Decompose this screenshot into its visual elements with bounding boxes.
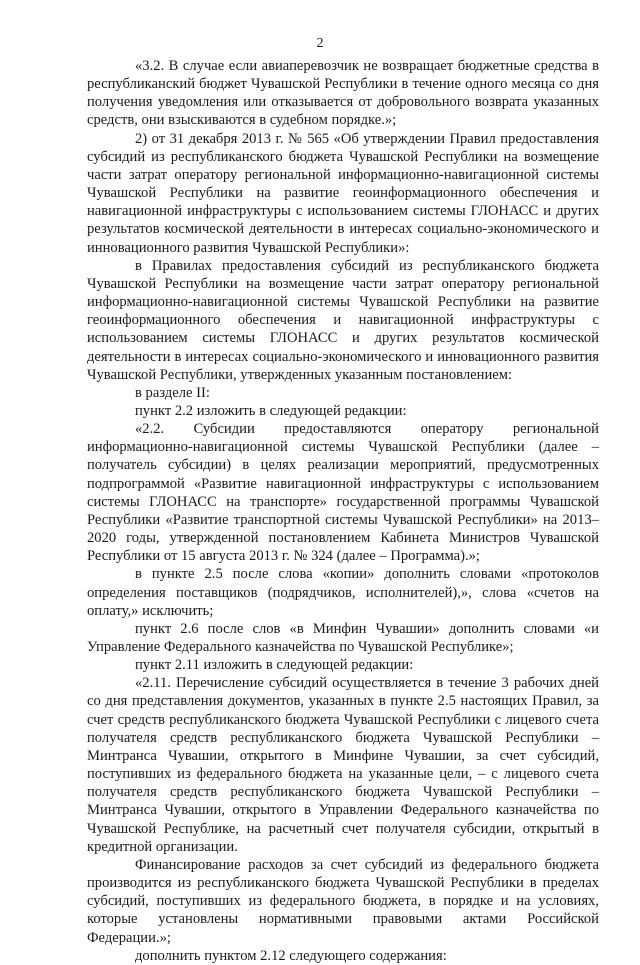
paragraph: «2.11. Перечисление субсидий осуществляется в течение 3 рабочих дней со дня представления документов, указанных в пункте 2.5 настоящих Правил, за счет средств республиканского бюджета Чувашской Республики с лицевого счета получателя средств республиканского бюджета Чувашской Республики – Минтранса Чувашии, открытого в Минфине Чувашии, за счет субсидий, поступивших из федерального бюджета на указанные цели, – с лицевого счета получателя средств республиканского бюджета Чувашской Республики – Минтранса Чувашии, открытого в Управлении Федерального казначейства по Чувашской Республике, на расчетный счет получателя субсидии, открытый в кредитной организации. xyxy=(87,675,599,855)
paragraph: в пункте 2.5 после слова «копии» дополнить словами «протоколов определения поставщиков (подрядчиков, исполнителей),», слова «счетов на оплату,» исключить; xyxy=(87,566,599,619)
paragraph: дополнить пунктом 2.12 следующего содержания: xyxy=(135,947,447,964)
paragraph: в разделе II: xyxy=(135,384,210,401)
paragraph: «3.2. В случае если авиаперевозчик не возвращает бюджетные средства в республиканский бюджет Чувашской Республики в течение одного месяца со дня получения уведомления или отказывается от добровольного возврата указанных средств, они взыскиваются в судебном порядке.»; xyxy=(87,58,599,129)
paragraph: пункт 2.6 после слов «в Минфин Чувашии» дополнить словами «и Управление Федерального казначейства по Чувашской Республике»; xyxy=(87,620,599,655)
paragraph: 2) от 31 декабря 2013 г. № 565 «Об утверждении Правил предоставления субсидий из республиканского бюджета Чувашской Республики на возмещение части затрат оператору региональной информационно-навигационной системы Чувашской Республики на развитие геоинформационного обеспечения и навигационной инфраструктуры с использованием системы ГЛОНАСС и других результатов космической деятельности в интересах социально-экономического и инновационного развития Чувашской Республики»: xyxy=(87,130,599,256)
paragraph: Финансирование расходов за счет субсидий из федерального бюджета производится из республиканского бюджета Чувашской Республики в пределах субсидий, поступивших из федерального бюджета, в порядке и на условиях, которые установлены нормативными правовыми актами Российской Федерации.»; xyxy=(87,856,599,946)
paragraph: в Правилах предоставления субсидий из республиканского бюджета Чувашской Республики на возмещение части затрат оператору региональной информационно-навигационной системы Чувашской Республики на развитие геоинформационного обеспечения и навигационной инфраструктуры с использованием системы ГЛОНАСС и других результатов космической деятельности в интересах социально-экономического и инновационного развития Чувашской Республики, утвержденных указанным постановлением: xyxy=(87,257,599,383)
document-body xyxy=(87,57,599,965)
page-number: 2 xyxy=(316,36,324,51)
paragraph: пункт 2.11 изложить в следующей редакции: xyxy=(135,657,414,674)
paragraph: «2.2. Субсидии предоставляются оператору региональной информационно-навигационной системы Чувашской Республики (далее – получатель субсидии) в целях реализации мероприятий, предусмотренных подпрограммой «Развитие навигационной инфраструктуры с использованием системы ГЛОНАСС на транспорте» государственной программы Чувашской Республики «Развитие транспортной системы Чувашской Республики» на 2013–2020 годы, утвержденной постановлением Кабинета Министров Чувашской Республики от 15 августа 2013 г. № 324 (далее – Программа).»; xyxy=(87,421,599,565)
paragraph: пункт 2.2 изложить в следующей редакции: xyxy=(135,402,407,419)
